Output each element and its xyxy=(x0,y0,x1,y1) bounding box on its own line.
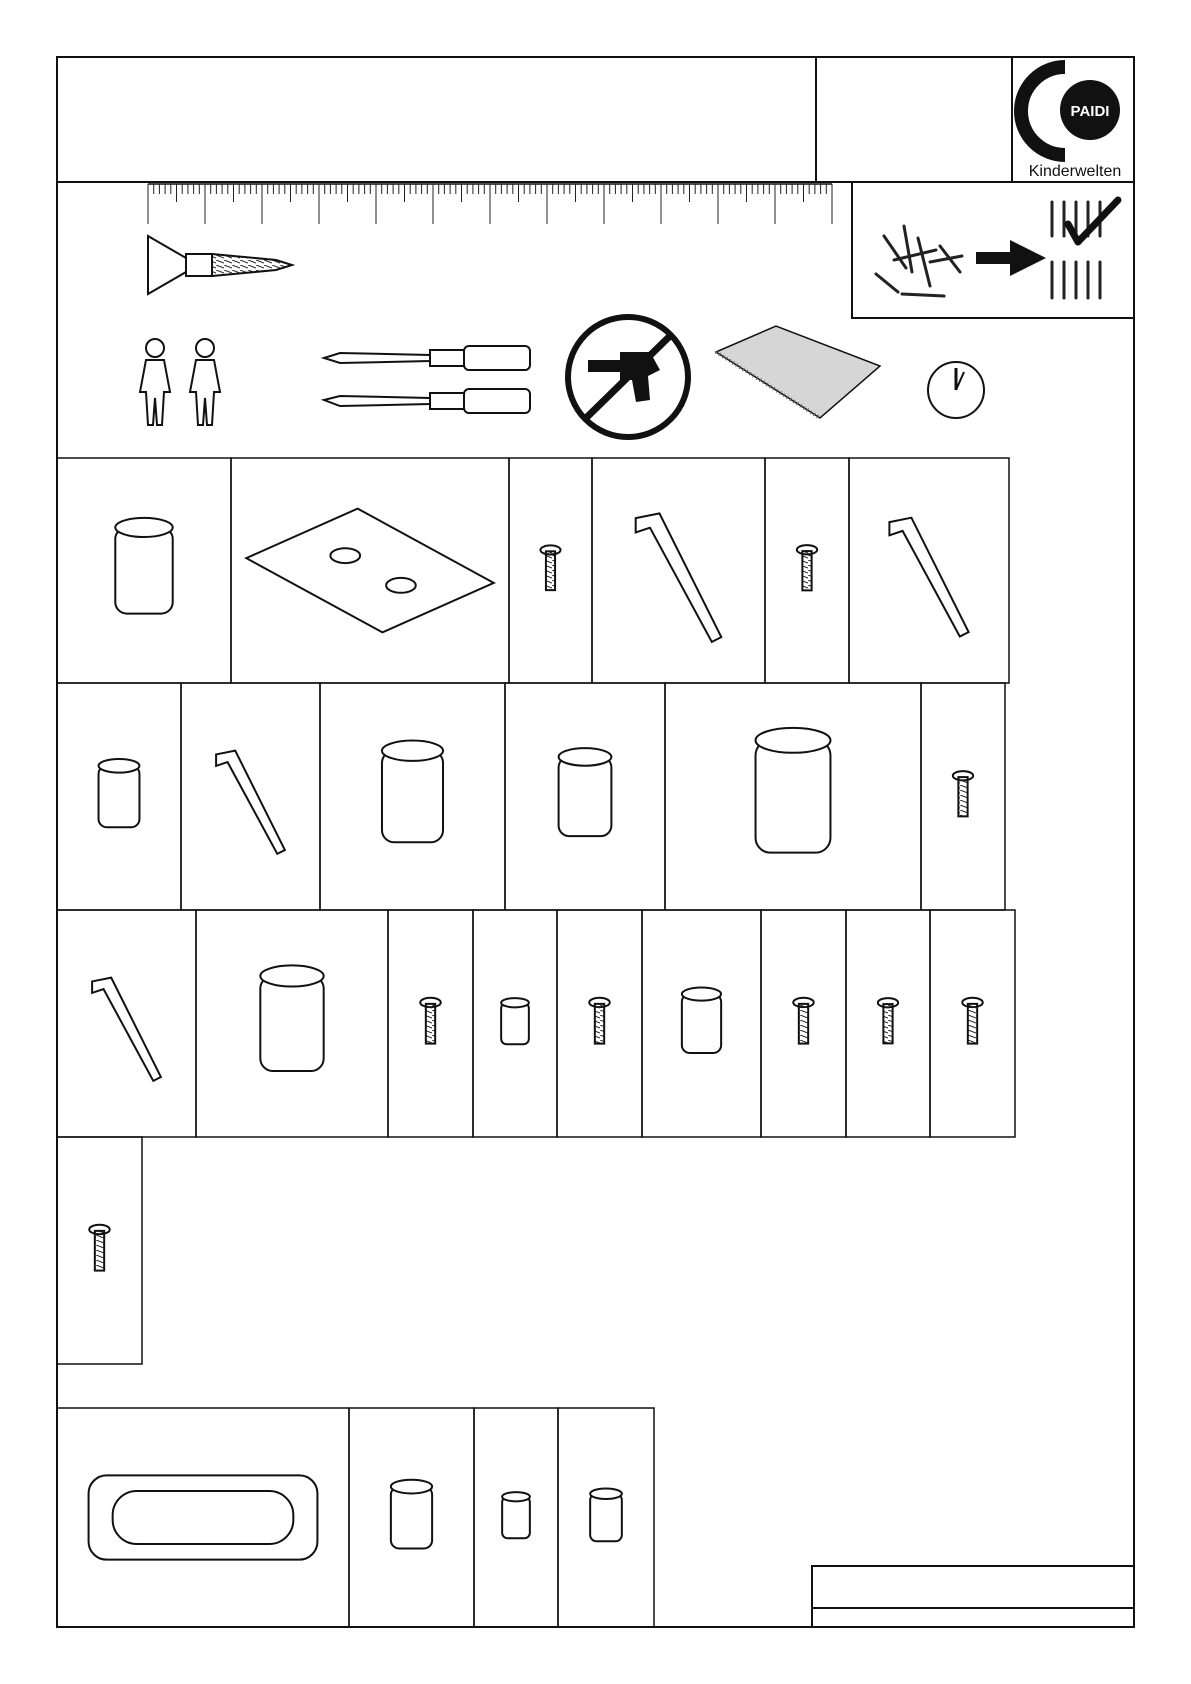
hex-key-long-icon xyxy=(216,751,285,854)
header-title-box xyxy=(58,58,815,181)
wood-screw-icon xyxy=(878,998,898,1043)
screwdrivers-icon xyxy=(324,346,530,413)
tools-row xyxy=(140,317,984,437)
hardware-cell xyxy=(474,1408,558,1627)
hardware-cell xyxy=(846,910,930,1137)
hardware-cell xyxy=(921,683,1005,910)
paidi-logo xyxy=(1021,67,1121,180)
hardware-cell xyxy=(642,910,761,1137)
hardware-cell xyxy=(57,1137,142,1364)
hardware-cell xyxy=(505,683,665,910)
hook-icon xyxy=(756,728,831,853)
hardware-cell xyxy=(196,910,388,1137)
hardware-cell xyxy=(765,458,849,683)
hardware-cell xyxy=(57,910,196,1137)
hardware-cell xyxy=(930,910,1015,1137)
two-persons-icon xyxy=(140,339,220,425)
small-screw-icon xyxy=(420,998,441,1044)
connector-bolt-icon xyxy=(589,998,610,1044)
hardware-cell xyxy=(388,910,473,1137)
leveling-foot-icon xyxy=(115,518,172,614)
crank-handle-icon xyxy=(382,741,443,843)
logo-tagline: Kinderwelten xyxy=(1028,163,1122,180)
header-code-box xyxy=(817,58,1011,181)
furniture-expansion-plug-icon xyxy=(590,1488,622,1541)
footer-title-block xyxy=(812,1566,1134,1627)
hex-key-large-icon xyxy=(636,513,722,641)
hardware-cell xyxy=(509,458,592,683)
threaded-insert-bolt-icon xyxy=(962,998,983,1044)
logo-badge-text: PAIDI xyxy=(1070,103,1110,120)
hardware-cell xyxy=(473,910,557,1137)
hardware-cell xyxy=(231,458,509,683)
flange-bolt-icon xyxy=(953,771,973,816)
square-end-cap-icon xyxy=(391,1480,432,1549)
bushing-icon xyxy=(682,988,721,1053)
no-drill-icon xyxy=(568,317,688,437)
recessed-handle-icon xyxy=(89,1475,318,1559)
hex-key-small-icon xyxy=(92,978,161,1081)
hardware-cell xyxy=(592,458,765,683)
hardware-cell xyxy=(57,458,231,683)
socket-adapter-icon xyxy=(559,748,612,836)
button-head-bolt-icon xyxy=(797,545,817,590)
hardware-cell xyxy=(761,910,846,1137)
cross-dowel-icon xyxy=(99,759,140,827)
mat-icon xyxy=(716,326,880,418)
hardware-cell xyxy=(57,683,181,910)
ball-hex-key-icon xyxy=(889,518,968,637)
hardware-grid xyxy=(57,458,1015,1627)
hardware-cell xyxy=(665,683,921,910)
wooden-dowel-icon xyxy=(501,998,529,1044)
connector-plate-icon xyxy=(246,509,494,633)
screw-sorting-panel xyxy=(852,182,1134,318)
ruler-section xyxy=(148,184,832,294)
washer-ring-icon xyxy=(502,1492,530,1538)
hardware-cell xyxy=(557,910,642,1137)
clock-icon xyxy=(928,362,984,418)
loose-screws-icon xyxy=(876,226,962,296)
hardware-cell xyxy=(558,1408,654,1627)
screw-gauge-icon xyxy=(148,236,292,294)
socket-head-bolt-icon xyxy=(540,545,560,590)
ruler-ticks xyxy=(148,184,832,224)
countersunk-screw-icon xyxy=(793,998,814,1044)
hardware-cell xyxy=(849,458,1009,683)
outer-frame xyxy=(57,57,1134,1627)
sorted-screws-icon xyxy=(1052,202,1100,298)
hardware-cell xyxy=(57,1408,349,1627)
chipboard-screw-icon xyxy=(89,1225,110,1271)
header xyxy=(57,57,1134,182)
hardware-cell xyxy=(349,1408,474,1627)
hardware-cell xyxy=(320,683,505,910)
lift-mechanism-icon xyxy=(260,965,323,1071)
arrow-right-icon xyxy=(976,240,1046,276)
hardware-cell xyxy=(181,683,320,910)
